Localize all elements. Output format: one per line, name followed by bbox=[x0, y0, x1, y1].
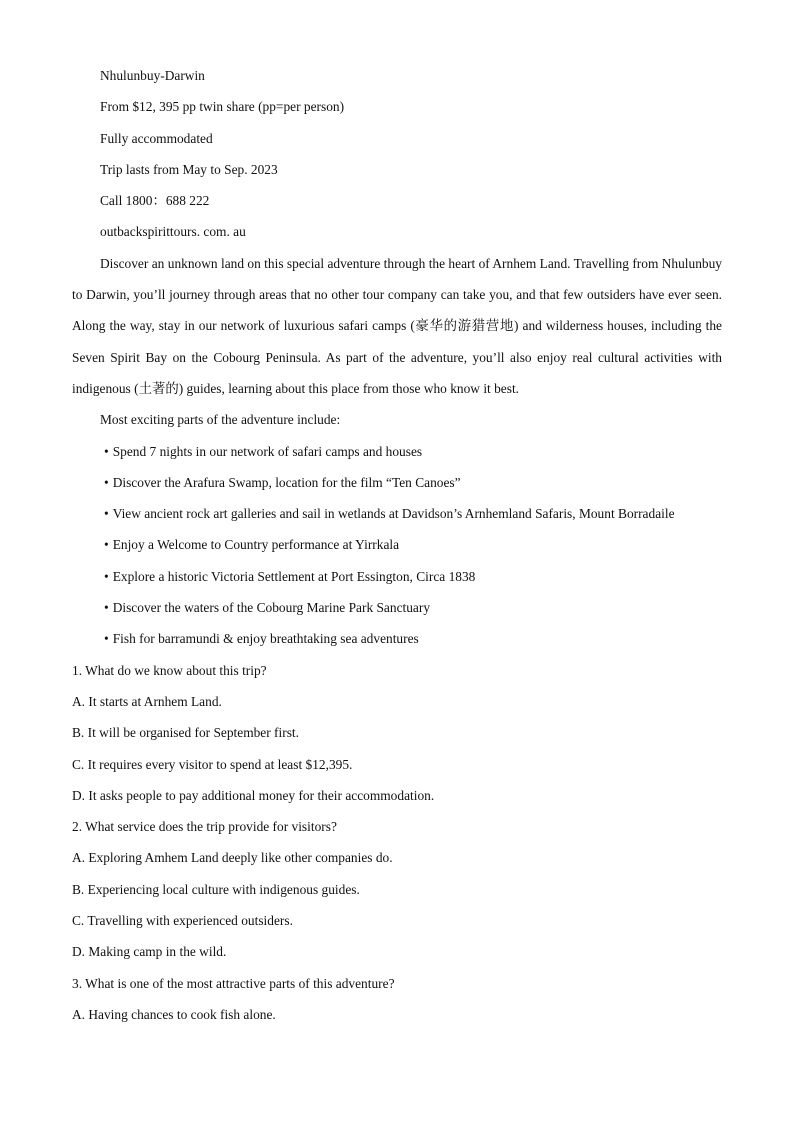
document-page bbox=[72, 60, 722, 1030]
highlight-text: View ancient rock art galleries and sail in wetlands at Davidson’s Arnhemland Safaris, Mount Borradaile bbox=[112, 506, 675, 522]
highlight-item bbox=[72, 592, 722, 623]
answer-option-d: D. It asks people to pay additional money for their accommodation. bbox=[72, 787, 435, 803]
answer-option-a: A. It starts at Arnhem Land. bbox=[72, 693, 222, 709]
highlight-text: Enjoy a Welcome to Country performance at Yirrkala bbox=[112, 537, 400, 553]
answer-option-c: C. It requires every visitor to spend at least $12,395. bbox=[72, 756, 353, 772]
highlight-text: Fish for barramundi & enjoy breathtaking sea adventures bbox=[112, 631, 419, 647]
highlights-list bbox=[72, 436, 722, 655]
answer-option-a: A. Exploring Amhem Land deeply like other companies do. bbox=[72, 850, 393, 866]
bullet-icon: • bbox=[104, 474, 109, 490]
question-stem: 1. What do we know about this trip? bbox=[72, 662, 267, 678]
trip-price: From $12, 395 pp twin share (pp=per person) bbox=[100, 99, 345, 115]
highlight-item bbox=[72, 467, 722, 498]
question-3 bbox=[72, 968, 722, 1031]
answer-option-a: A. Having chances to cook fish alone. bbox=[72, 1006, 276, 1022]
answer-option-d: D. Making camp in the wild. bbox=[72, 944, 227, 960]
bullet-icon: • bbox=[104, 568, 109, 584]
answer-option-c: C. Travelling with experienced outsiders. bbox=[72, 913, 293, 929]
highlight-item bbox=[72, 436, 722, 467]
bullet-icon: • bbox=[104, 537, 109, 553]
trip-phone: Call 1800：688 222 bbox=[100, 193, 210, 209]
bullet-icon: • bbox=[104, 506, 109, 522]
highlight-text: Discover the waters of the Cobourg Marine Park Sanctuary bbox=[112, 600, 431, 616]
highlight-item bbox=[72, 529, 722, 560]
trip-route: Nhulunbuy-Darwin bbox=[100, 68, 205, 83]
highlights-title: Most exciting parts of the adventure include: bbox=[100, 412, 341, 428]
bullet-icon: • bbox=[104, 600, 109, 616]
answer-option-b: B. It will be organised for September first. bbox=[72, 725, 299, 741]
question-stem: 3. What is one of the most attractive parts of this adventure? bbox=[72, 975, 395, 991]
trip-duration: Trip lasts from May to Sep. 2023 bbox=[100, 161, 278, 177]
trip-accommodation: Fully accommodated bbox=[100, 130, 213, 146]
trip-website: outbackspirittours. com. au bbox=[100, 224, 246, 240]
answer-option-b: B. Experiencing local culture with indigenous guides. bbox=[72, 881, 360, 897]
question-1 bbox=[72, 655, 722, 811]
highlight-item bbox=[72, 561, 722, 592]
highlight-item bbox=[72, 623, 722, 654]
question-2 bbox=[72, 811, 722, 967]
highlight-text: Explore a historic Victoria Settlement at Port Essington, Circa 1838 bbox=[112, 568, 476, 584]
highlight-item bbox=[72, 498, 722, 529]
highlight-text: Discover the Arafura Swamp, location for the film “Ten Canoes” bbox=[112, 474, 461, 490]
question-stem: 2. What service does the trip provide for visitors? bbox=[72, 819, 337, 835]
intro-paragraph: Discover an unknown land on this special adventure through the heart of Arnhem Land. Travelling from Nhulunbuy to Darwin, you’ll journey through areas that no other tour company can take you, and that few outsiders have ever seen. Along the way, stay in our network of luxurious safari camps (豪华的游猎营地) and wilderness houses, including the Seven Spirit Bay on the Cobourg Peninsula. As part of the adventure, you’ll also enjoy real cultural activities with indigenous (土著的) guides, learning about this place from those who know it best. bbox=[72, 255, 722, 396]
bullet-icon: • bbox=[104, 443, 109, 459]
highlight-text: Spend 7 nights in our network of safari camps and houses bbox=[112, 443, 423, 459]
bullet-icon: • bbox=[104, 631, 109, 647]
